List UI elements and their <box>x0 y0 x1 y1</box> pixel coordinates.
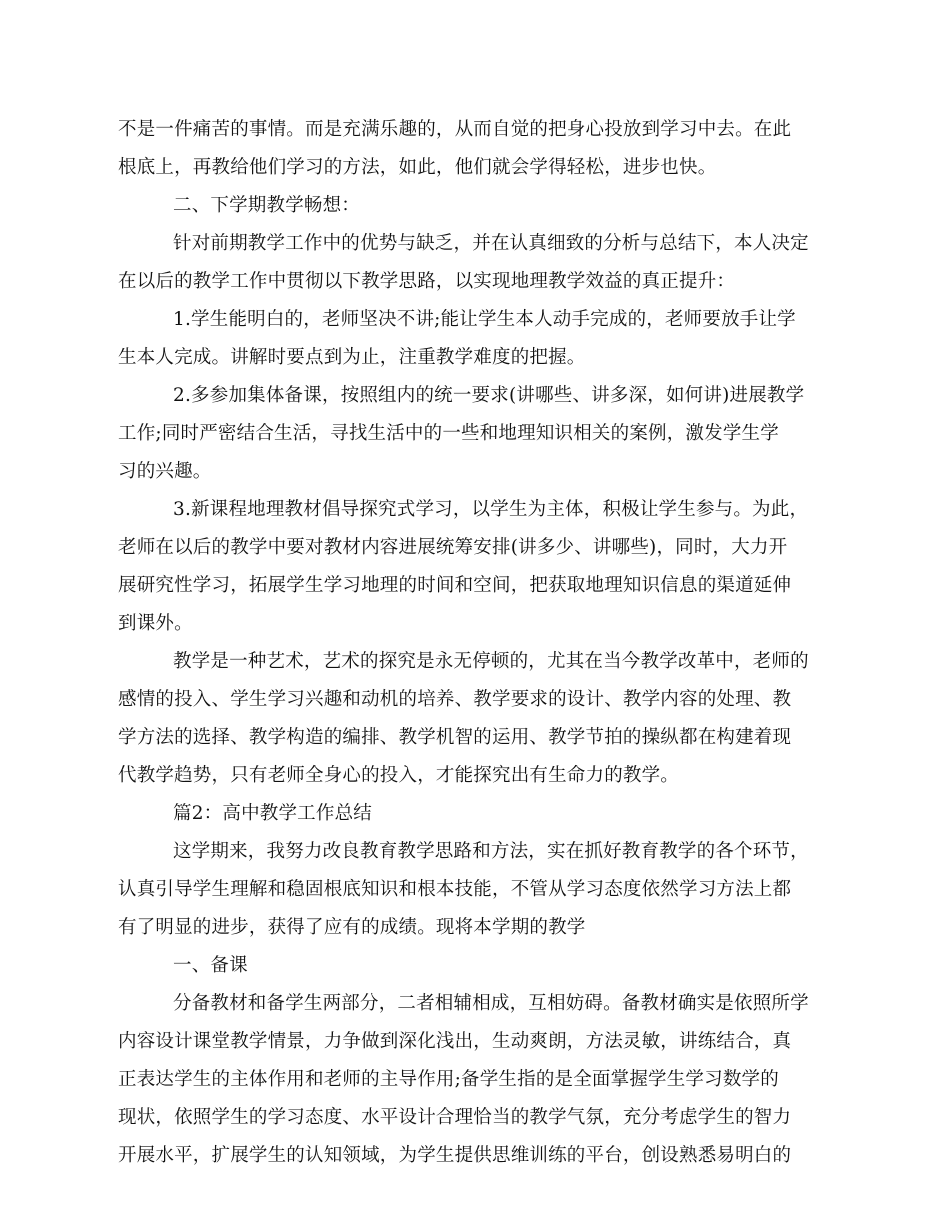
text-line: 到课外。 <box>118 613 193 634</box>
text-line: 学方法的选择、教学构造的编排、教学机智的运用、教学节拍的操纵都在构建着现 <box>118 727 792 748</box>
text-line: 工作;同时严密结合生活，寻找生活中的一些和地理知识相关的案例，激发学生学 <box>118 423 779 444</box>
text-line: 根底上，再教给他们学习的方法，如此，他们就会学得轻松，进步也快。 <box>118 157 717 178</box>
text-line: 老师在以后的教学中要对教材内容进展统筹安排(讲多少、讲哪些)，同时，大力开 <box>118 537 788 558</box>
text-line: 针对前期教学工作中的优势与缺乏，并在认真细致的分析与总结下，本人决定 <box>173 233 809 254</box>
text-line: 不是一件痛苦的事情。而是充满乐趣的，从而自觉的把身心投放到学习中去。在此 <box>118 119 792 140</box>
text-line: 开展水平，扩展学生的认知领域，为学生提供思维训练的平台，创设熟悉易明白的 <box>118 1145 792 1166</box>
text-line: 内容设计课堂教学情景，力争做到深化浅出，生动爽朗，方法灵敏，讲练结合，真 <box>118 1031 792 1052</box>
text-line: 感情的投入、学生学习兴趣和动机的培养、教学要求的设计、教学内容的处理、教 <box>118 689 792 710</box>
section-heading: 篇2：高中教学工作总结 <box>173 803 372 824</box>
text-line: 这学期来，我努力改良教育教学思路和方法，实在抓好教育教学的各个环节， <box>173 841 809 862</box>
text-line: 展研究性学习，拓展学生学习地理的时间和空间，把获取地理知识信息的渠道延伸 <box>118 575 792 596</box>
text-line: 代教学趋势，只有老师全身心的投入，才能探究出有生命力的教学。 <box>118 765 680 786</box>
list-item: 2.多参加集体备课，按照组内的统一要求(讲哪些、讲多深，如何讲)进展教学 <box>173 385 805 406</box>
text-line: 在以后的教学工作中贯彻以下教学思路，以实现地理教学效益的真正提升： <box>118 271 736 292</box>
text-line: 现状，依照学生的学习态度、水平设计合理恰当的教学气氛，充分考虑学生的智力 <box>118 1107 792 1128</box>
text-line: 认真引导学生理解和稳固根底知识和根本技能，不管从学习态度依然学习方法上都 <box>118 879 792 900</box>
text-line: 正表达学生的主体作用和老师的主导作用;备学生指的是全面掌握学生学习数学的 <box>118 1069 779 1090</box>
text-line: 分备教材和备学生两部分，二者相辅相成，互相妨碍。备教材确实是依照所学 <box>173 993 809 1014</box>
section-heading: 二、下学期教学畅想： <box>173 195 361 216</box>
text-line: 教学是一种艺术，艺术的探究是永无停顿的，尤其在当今教学改革中，老师的 <box>173 651 809 672</box>
section-heading: 一、备课 <box>173 955 248 976</box>
list-item: 1.学生能明白的，老师坚决不讲;能让学生本人动手完成的，老师要放手让学 <box>173 309 796 330</box>
text-line: 有了明显的进步，获得了应有的成绩。现将本学期的教学 <box>118 917 586 938</box>
list-item: 3.新课程地理教材倡导探究式学习，以学生为主体，积极让学生参与。为此， <box>173 499 809 520</box>
text-line: 习的兴趣。 <box>118 461 212 482</box>
text-line: 生本人完成。讲解时要点到为止，注重教学难度的把握。 <box>118 347 586 368</box>
